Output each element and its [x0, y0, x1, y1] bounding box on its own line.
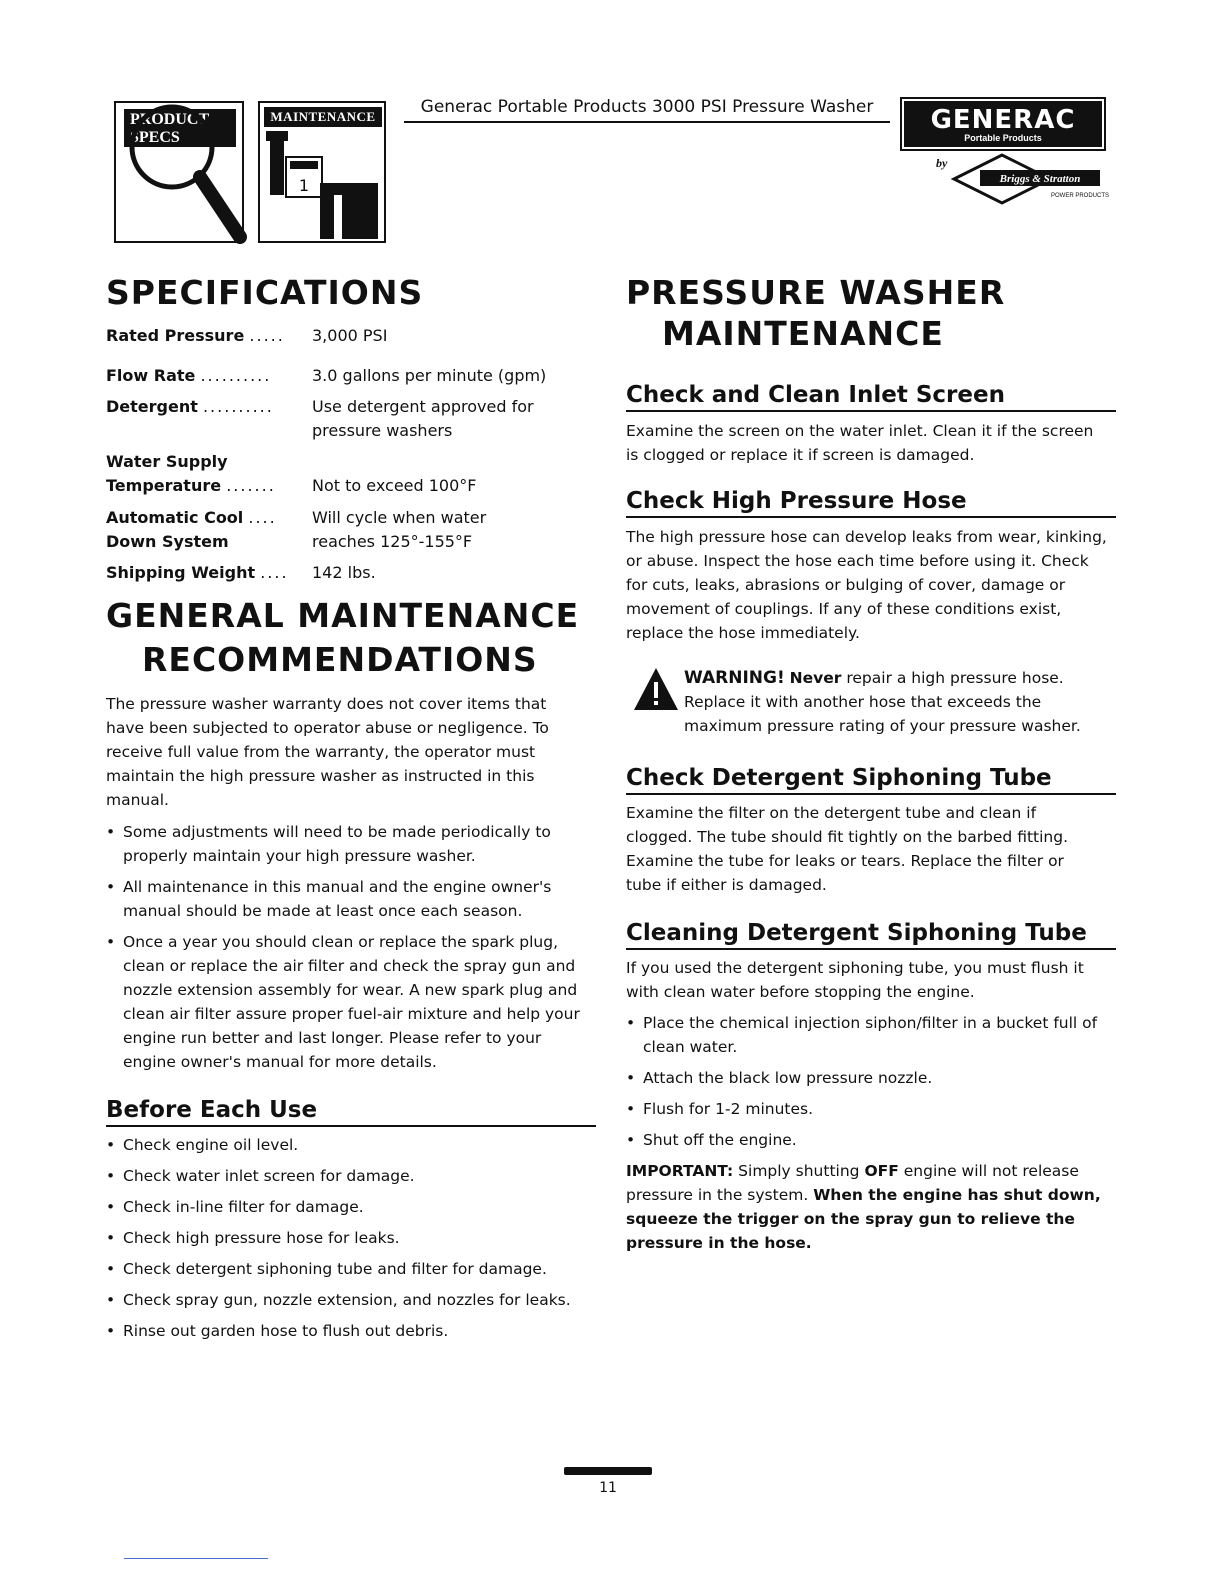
spec-label: Shipping Weight	[106, 563, 256, 582]
spec-value: 3.0 gallons per minute (gpm)	[312, 366, 547, 385]
spec-label: Flow Rate	[106, 366, 196, 385]
list-item: • Check water inlet screen for damage.	[106, 1164, 596, 1188]
list-item: • Check engine oil level.	[106, 1133, 596, 1157]
spec-row-automatic-cool: Automatic Cool .... Will cycle when water	[106, 506, 277, 530]
generac-logo	[904, 101, 1102, 147]
hose-paragraph: The high pressure hose can develop leaks from wear, kinking, or abuse. Inspect the hose each time before using it. Check for cuts, leaks, abrasions or bulging of cover, damage or movement of couplings. If any of these conditions exist, replace the hose immediately.	[626, 528, 1107, 642]
general-maintenance-heading: GENERAL MAINTENANCE	[106, 596, 580, 635]
spec-value: Use detergent approved for	[312, 397, 534, 416]
hose-heading: Check High Pressure Hose	[626, 486, 1116, 518]
warning-paragraph	[684, 666, 1114, 738]
list-item: • Flush for 1-2 minutes.	[626, 1097, 1110, 1121]
general-bullet-list	[106, 820, 598, 1074]
footer-bar	[564, 1467, 652, 1475]
siphon-clean-heading: Cleaning Detergent Siphoning Tube	[626, 918, 1116, 950]
maintenance-heading: MAINTENANCE	[662, 314, 944, 353]
spec-value-line2: reaches 125°-155°F	[312, 532, 473, 551]
spec-row-shipping-weight: Shipping Weight .... 142 lbs.	[106, 561, 289, 585]
list-item: • Shut off the engine.	[626, 1128, 1110, 1152]
siphon-check-paragraph: Examine the filter on the detergent tube and clean if clogged. The tube should fit tightly on the barbed fitting. Examine the tube for leaks or tears. Replace the filter or tube if either is damaged.	[626, 804, 1069, 894]
spec-value: Not to exceed 100°F	[312, 476, 477, 495]
product-specs-icon	[114, 101, 244, 243]
bottom-rule	[124, 1558, 268, 1559]
spec-value: 3,000 PSI	[312, 326, 388, 345]
list-item: • Check spray gun, nozzle extension, and nozzles for leaks.	[106, 1288, 596, 1312]
brand-name: GENERAC	[930, 105, 1076, 135]
spec-row-water-supply	[106, 450, 228, 474]
sub-brand-subtitle: POWER PRODUCTS	[1050, 193, 1110, 199]
by-label: by	[936, 156, 948, 170]
document-title: Generac Portable Products 3000 PSI Pressure Washer	[404, 95, 890, 123]
spec-value: Will cycle when water	[312, 508, 487, 527]
spec-label-line2: Temperature	[106, 476, 222, 495]
spec-value-line2: pressure washers	[312, 421, 453, 440]
product-specs-icon-label: PRODUCT SPECS	[124, 109, 236, 147]
list-item: • Once a year you should clean or replace the spark plug, clean or replace the air filter and check the spray gun and nozzle extension assembly for wear. A new spark plug and clean air filter assure proper fuel-air mixture and help your engine run better and last longer. Please refer to your engine owner's manual for more details.	[106, 930, 598, 1074]
list-item: • Rinse out garden hose to flush out debris.	[106, 1319, 596, 1343]
pressure-washer-heading: PRESSURE WASHER	[626, 273, 1006, 312]
spec-row-down-system	[106, 530, 473, 554]
before-each-use-list	[106, 1133, 596, 1343]
warning-icon	[632, 666, 680, 712]
brand-subtitle: Portable Products	[964, 133, 1042, 143]
important-paragraph: IMPORTANT: Simply shutting OFF engine will not release pressure in the system. When the engine has shut down, squeeze the trigger on the spray gun to relieve the pressure in the hose.	[626, 1162, 1101, 1252]
maintenance-icon	[258, 101, 386, 243]
recommendations-heading: RECOMMENDATIONS	[142, 640, 538, 679]
warning-text: repair a high pressure hose. Replace it with another hose that exceeds the maximum pressure rating of your pressure washer.	[684, 669, 1081, 735]
list-item: • Some adjustments will need to be made periodically to properly maintain your high pressure washer.	[106, 820, 598, 868]
spec-label: Detergent	[106, 397, 198, 416]
magnifier-icon	[116, 103, 246, 245]
siphon-clean-paragraph: If you used the detergent siphoning tube, you must flush it with clean water before stopping the engine.	[626, 959, 1084, 1001]
maintenance-icon-label: MAINTENANCE	[264, 107, 382, 127]
spec-value: 142 lbs.	[312, 563, 376, 582]
list-item: • Check high pressure hose for leaks.	[106, 1226, 596, 1250]
before-each-use-heading: Before Each Use	[106, 1095, 596, 1127]
svg-text:1: 1	[298, 176, 310, 195]
sub-brand-name: Briggs & Stratton	[999, 173, 1081, 185]
spec-row-detergent: Detergent .......... Use detergent approved for pressure washers	[106, 395, 274, 419]
siphon-clean-list	[626, 1011, 1110, 1152]
inlet-screen-heading: Check and Clean Inlet Screen	[626, 380, 1116, 412]
spec-label: Rated Pressure	[106, 326, 245, 345]
important-label: IMPORTANT:	[626, 1162, 734, 1180]
list-item: • Check in-line filter for damage.	[106, 1195, 596, 1219]
off-label: OFF	[864, 1162, 899, 1180]
spec-row-rated-pressure: Rated Pressure ..... 3,000 PSI	[106, 324, 285, 348]
warning-label: WARNING!	[684, 668, 785, 688]
wrench-calendar-icon	[260, 103, 388, 245]
specifications-heading: SPECIFICATIONS	[106, 273, 424, 312]
list-item: • Place the chemical injection siphon/filter in a bucket full of clean water.	[626, 1011, 1110, 1059]
general-intro-paragraph: The pressure washer warranty does not cover items that have been subjected to operator abuse or negligence. To receive full value from the warranty, the operator must maintain the high pressure washer as instructed in this manual.	[106, 695, 549, 809]
briggs-stratton-logo	[952, 153, 1110, 209]
list-item: • Attach the black low pressure nozzle.	[626, 1066, 1110, 1090]
page-number: 11	[599, 1480, 617, 1496]
warning-never: Never	[789, 669, 842, 687]
list-item: • All maintenance in this manual and the engine owner's manual should be made at least once each season.	[106, 875, 598, 923]
siphon-check-heading: Check Detergent Siphoning Tube	[626, 763, 1116, 795]
spec-row-temperature: Temperature ....... Not to exceed 100°F	[106, 474, 276, 498]
spec-label-line2: Down System	[106, 532, 229, 551]
spec-label: Automatic Cool	[106, 508, 244, 527]
spec-label: Water Supply	[106, 452, 228, 471]
inlet-screen-paragraph: Examine the screen on the water inlet. Clean it if the screen is clogged or replace it if screen is damaged.	[626, 422, 1094, 464]
spec-row-flow-rate: Flow Rate .......... 3.0 gallons per minute (gpm)	[106, 364, 271, 388]
list-item: • Check detergent siphoning tube and filter for damage.	[106, 1257, 596, 1281]
